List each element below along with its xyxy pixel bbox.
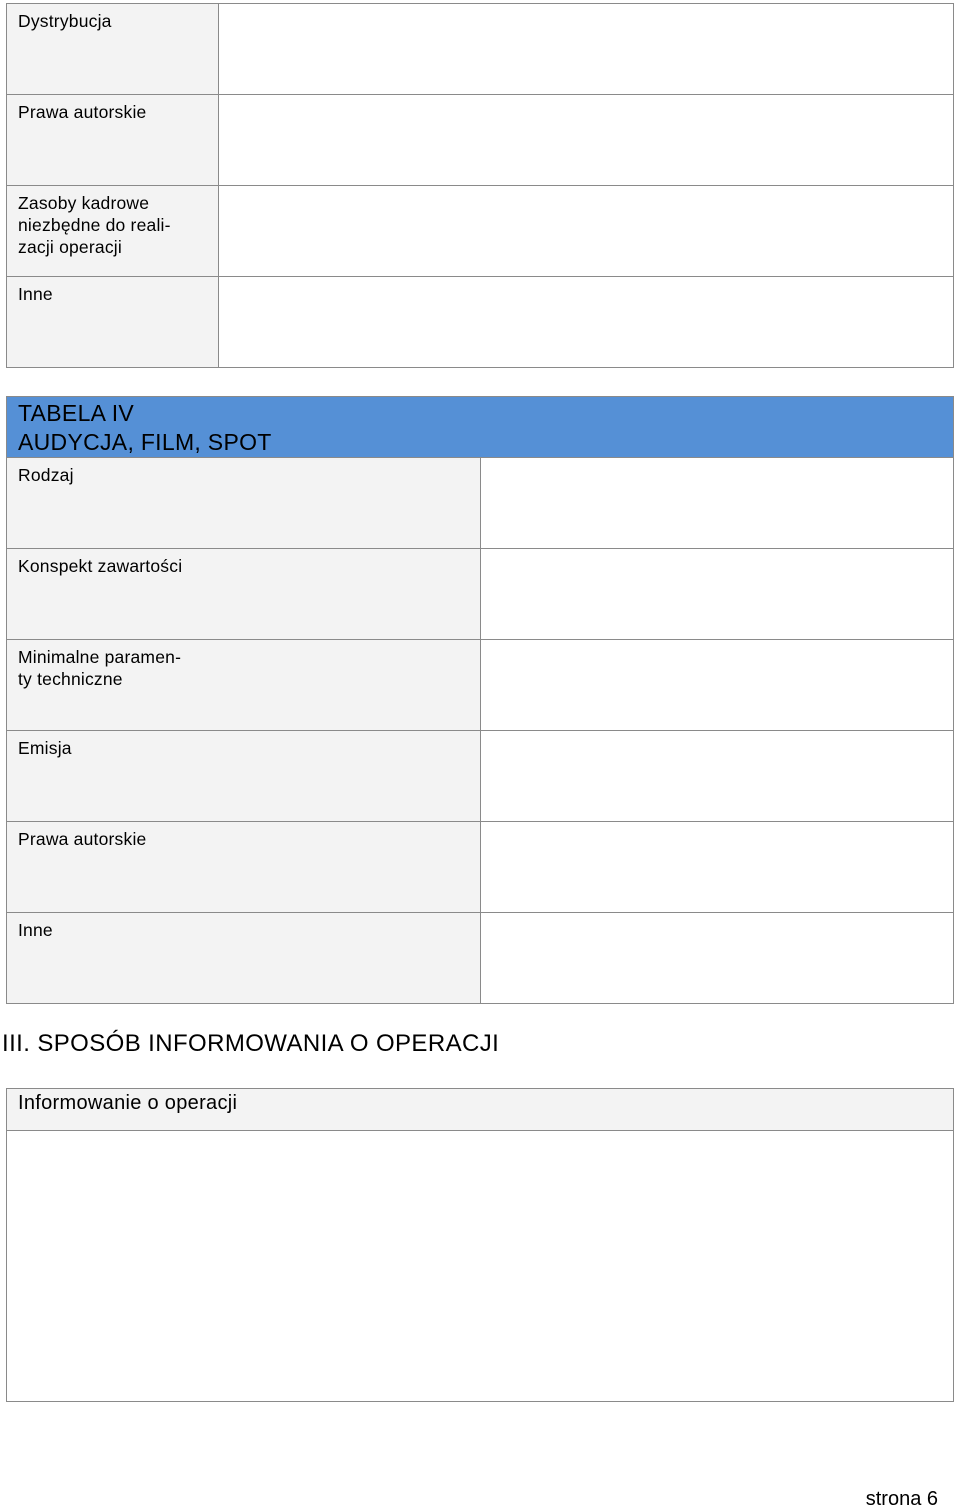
table-row bbox=[7, 731, 954, 822]
row-label-zasoby-kadrowe bbox=[7, 186, 219, 277]
value-field-prawa-autorskie[interactable] bbox=[480, 822, 954, 913]
row-label-text: Emisja bbox=[18, 738, 72, 758]
section-heading: III. SPOSÓB INFORMOWANIA O OPERACJI bbox=[2, 1030, 500, 1057]
table-header-row bbox=[7, 1089, 954, 1131]
table-iv bbox=[6, 396, 954, 1004]
value-field-inne[interactable] bbox=[480, 913, 954, 1004]
row-label-prawa-autorskie bbox=[7, 822, 481, 913]
table-iv-header bbox=[7, 397, 954, 458]
row-label-text: Rodzaj bbox=[18, 465, 74, 485]
table-row bbox=[7, 186, 954, 277]
table-row bbox=[7, 822, 954, 913]
row-label-emisja bbox=[7, 731, 481, 822]
table-row bbox=[7, 549, 954, 640]
informowanie-header: Informowanie o operacji bbox=[7, 1089, 954, 1131]
row-label-text: Minimalne paramen- bbox=[18, 647, 182, 667]
row-label-text: Prawa autorskie bbox=[18, 829, 147, 849]
row-label-text: Zasoby kadrowe bbox=[18, 193, 150, 213]
table-row bbox=[7, 1131, 954, 1402]
value-field-inne[interactable] bbox=[219, 277, 954, 368]
table-iv-subtitle: AUDYCJA, FILM, SPOT bbox=[18, 429, 272, 455]
row-label-text: Prawa autorskie bbox=[18, 102, 147, 122]
row-label-dystrybucja bbox=[7, 4, 219, 95]
row-label-inne bbox=[7, 913, 481, 1004]
table-row bbox=[7, 277, 954, 368]
row-label-prawa-autorskie bbox=[7, 95, 219, 186]
row-label-rodzaj bbox=[7, 458, 481, 549]
value-field-parametry[interactable] bbox=[480, 640, 954, 731]
row-label-konspekt bbox=[7, 549, 481, 640]
informowanie-text-field[interactable] bbox=[7, 1131, 954, 1402]
table-row bbox=[7, 458, 954, 549]
value-field-emisja[interactable] bbox=[480, 731, 954, 822]
page-number: strona 6 bbox=[865, 1488, 938, 1510]
row-label-text: Inne bbox=[18, 284, 53, 304]
value-field-konspekt[interactable] bbox=[480, 549, 954, 640]
table-row bbox=[7, 913, 954, 1004]
row-label-text: niezbędne do reali- bbox=[18, 215, 171, 235]
value-field-rodzaj[interactable] bbox=[480, 458, 954, 549]
row-label-text: Inne bbox=[18, 920, 53, 940]
table-row bbox=[7, 95, 954, 186]
table-iv-title: TABELA IV bbox=[18, 400, 135, 426]
row-label-text: Dystrybucja bbox=[18, 11, 112, 31]
row-label-text: zacji operacji bbox=[18, 237, 122, 257]
table-row bbox=[7, 4, 954, 95]
value-field-prawa-autorskie[interactable] bbox=[219, 95, 954, 186]
table-header-row bbox=[7, 397, 954, 458]
value-field-dystrybucja[interactable] bbox=[219, 4, 954, 95]
row-label-text: Konspekt zawartości bbox=[18, 556, 183, 576]
value-field-zasoby-kadrowe[interactable] bbox=[219, 186, 954, 277]
row-label-inne bbox=[7, 277, 219, 368]
top-form-table bbox=[6, 3, 954, 368]
table-row bbox=[7, 640, 954, 731]
informowanie-table bbox=[6, 1088, 954, 1402]
row-label-parametry bbox=[7, 640, 481, 731]
row-label-text: ty techniczne bbox=[18, 669, 123, 689]
